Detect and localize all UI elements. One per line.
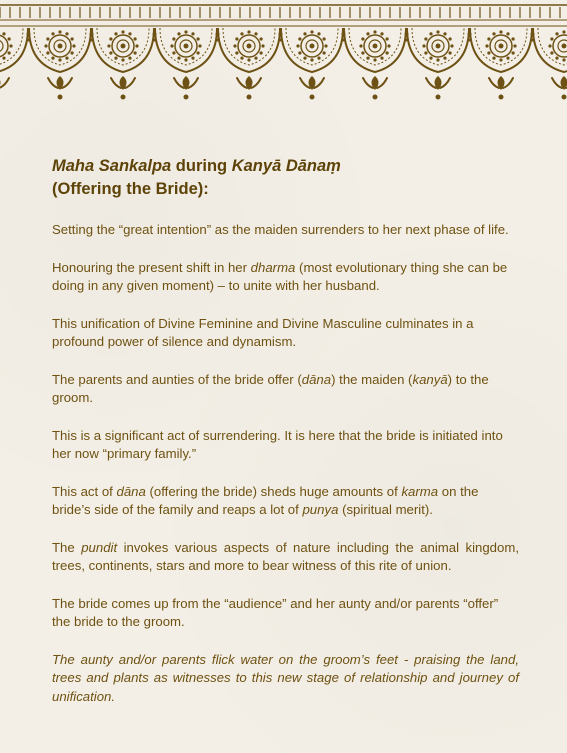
mandala-dot [170, 44, 173, 47]
paragraph-6-text-a: This act of [52, 483, 117, 499]
mandala-dot [58, 30, 61, 33]
kanya-term: kanyā [412, 371, 448, 387]
mandala-dot [317, 57, 320, 60]
mandala-dot [134, 37, 137, 40]
title-maha-sankalpa: Maha Sankalpa [52, 157, 172, 175]
mandala-dot [511, 37, 514, 40]
mandala-dot [436, 30, 439, 33]
paragraph-9-text: The aunty and/or parents flick water on the groom’s feet - praising the land, trees and plants as witnesses to this new stage of relationship and journey of unification. [52, 651, 519, 704]
mandala-dot [548, 44, 551, 47]
mandala-center-icon [499, 44, 504, 49]
paragraph-7-text-c: invokes various aspects of nature including the animal kingdom, trees, continents, stars and more to bear witness of this rite of union. [52, 539, 519, 573]
paragraph-8-text: The bride comes up from the “audience” and her aunty and/or parents “offer” the bride to the groom. [52, 595, 499, 629]
mandala-dot [485, 44, 488, 47]
mandala-dot [197, 37, 200, 40]
mandala-dot [198, 44, 201, 47]
mandala-dot [235, 37, 238, 40]
paragraph-1-text: Setting the “great intention” as the maiden surrenders to her next phase of life. [52, 222, 509, 237]
mandala-dot [373, 58, 376, 61]
mandala-dot [310, 30, 313, 33]
mandala-dot [550, 51, 553, 54]
title-subtitle: (Offering the Bride): [52, 180, 209, 198]
mandala-dot [492, 32, 495, 35]
mandala-dot [261, 44, 264, 47]
mandala-dot [562, 30, 565, 33]
mandala-inner-icon [0, 40, 3, 52]
mandala-dot [506, 57, 509, 60]
paragraph-4-text-c: ) the maiden ( [331, 371, 413, 387]
paragraph-2-text-c: (most evolutionary thing she can be doing in any given moment) – to unite with her husband. [52, 259, 508, 293]
mandala-dot [172, 51, 175, 54]
mandala-dot [450, 44, 453, 47]
punya-term: punya [302, 502, 339, 517]
mandala-dot [296, 44, 299, 47]
pendant-dot-icon [373, 95, 378, 100]
title-during: during [171, 157, 232, 175]
mandala-dot [487, 51, 490, 54]
mandala-dot [109, 51, 112, 54]
decorative-mandala-border [0, 0, 567, 110]
mandala-center-icon [184, 44, 189, 49]
mandala-dot [121, 30, 124, 33]
mandala-dot [72, 44, 75, 47]
mandala-dot [449, 51, 452, 54]
mandala-dot [511, 51, 514, 54]
mandala-dot [240, 32, 243, 35]
paragraph-3 [52, 315, 519, 352]
mandala-dot [387, 44, 390, 47]
mandala-dot [9, 44, 12, 47]
mandala-dot [134, 51, 137, 54]
mandala-dot [128, 32, 131, 35]
mandala-dot [361, 51, 364, 54]
mandala-dot [8, 37, 11, 40]
mandala-dot [449, 37, 452, 40]
mandala-dot [107, 44, 110, 47]
mandala-dot [373, 30, 376, 33]
mandala-ring-icon [0, 35, 8, 57]
mandala-dot [177, 32, 180, 35]
mandala-dot [555, 32, 558, 35]
pendant-dot-icon [247, 95, 252, 100]
paragraph-3-text: This unification of Divine Feminine and Divine Masculine culminates in a profound power of silence and dynamism. [52, 315, 474, 349]
paragraph-8 [52, 595, 519, 632]
mandala-dot [121, 58, 124, 61]
pendant-dot-icon [499, 95, 504, 100]
mandala-dot [429, 32, 432, 35]
mandala-dot [380, 32, 383, 35]
paragraph-4-text-a: The parents and aunties of the bride offer ( [52, 371, 302, 387]
mandala-dot [424, 51, 427, 54]
title-kanya-danam: Kanyā Dānaṃ [231, 157, 341, 175]
mandala-dot [191, 57, 194, 60]
mandala-dot [499, 58, 502, 61]
mandala-dot [366, 32, 369, 35]
paragraph-6-text-g: (spiritual merit). [338, 502, 433, 517]
paragraph-7-text-a: The [52, 539, 82, 555]
mandala-dot [254, 57, 257, 60]
mandala-dot [177, 57, 180, 60]
pundit-term: pundit [81, 539, 118, 555]
mandala-dot [260, 51, 263, 54]
mandala-dot [197, 51, 200, 54]
mandala-dot [324, 44, 327, 47]
mandala-dot [109, 37, 112, 40]
mandala-center-icon [436, 44, 441, 49]
mandala-dot [303, 32, 306, 35]
mandala-dot [65, 32, 68, 35]
mandala-dot [184, 58, 187, 61]
mandala-dot [254, 32, 257, 35]
mandala-dot [424, 37, 427, 40]
mandala-dot [429, 57, 432, 60]
paragraph-6-text-e: on the bride’s side of the family and reaps a lot of [52, 483, 479, 517]
pendant-dot-icon [562, 95, 567, 100]
mandala-dot [555, 57, 558, 60]
mandala-dot [172, 37, 175, 40]
mandala-dot [51, 32, 54, 35]
mandala-dot [499, 30, 502, 33]
mandala-center-icon [562, 44, 567, 49]
mandala-dot [303, 57, 306, 60]
paragraph-2 [52, 259, 519, 296]
pendant-dot-icon [310, 95, 315, 100]
mandala-center-icon [373, 44, 378, 49]
mandala-dot [422, 44, 425, 47]
karma-term: karma [401, 483, 439, 499]
mandala-center-icon [58, 44, 63, 49]
mandala-dot [361, 37, 364, 40]
mandala-dot [128, 57, 131, 60]
paragraph-4 [52, 371, 519, 408]
pendant-leaves-icon [0, 78, 9, 88]
pendant-dot-icon [184, 95, 189, 100]
mandala-dot [114, 57, 117, 60]
mandala-dot [191, 32, 194, 35]
mandala-dot [260, 37, 263, 40]
mandala-dot [323, 51, 326, 54]
mandala-dot [240, 57, 243, 60]
paragraph-7 [52, 539, 519, 576]
mandala-dot [46, 51, 49, 54]
mandala-dot [386, 51, 389, 54]
paragraph-5 [52, 427, 519, 464]
mandala-dot [44, 44, 47, 47]
mandala-dot [2, 32, 5, 35]
mandala-dot [436, 58, 439, 61]
mandala-dot [317, 32, 320, 35]
mandala-dot [550, 37, 553, 40]
paragraph-6-text-c: (offering the bride) sheds huge amounts of [145, 483, 402, 499]
mandala-dot [247, 30, 250, 33]
paragraph-5-text: This is a significant act of surrendering. It is here that the bride is initiated into her now “primary family.” [52, 427, 503, 461]
mandala-dot [233, 44, 236, 47]
mandala-dot [513, 44, 516, 47]
dharma-term: dharma [250, 259, 296, 275]
page-title [52, 155, 519, 201]
mandala-dot [184, 30, 187, 33]
mandala-dot [310, 58, 313, 61]
mandala-dot [46, 37, 49, 40]
mandala-dot [114, 32, 117, 35]
mandala-dot [359, 44, 362, 47]
mandala-dot [386, 37, 389, 40]
mandala-dot [135, 44, 138, 47]
mandala-dot [65, 57, 68, 60]
mandala-dot [8, 51, 11, 54]
pendant-dot-icon [58, 95, 63, 100]
mandala-dot [323, 37, 326, 40]
mandala-center-icon [247, 44, 252, 49]
mandala-dot [366, 57, 369, 60]
mandala-dot [51, 57, 54, 60]
mandala-dot [71, 51, 74, 54]
mandala-dot [71, 37, 74, 40]
mandala-dot [506, 32, 509, 35]
mandala-dot [298, 37, 301, 40]
pendant-dot-icon [436, 95, 441, 100]
paragraph-6 [52, 483, 519, 520]
dana-term: dāna [116, 483, 146, 499]
mandala-center-icon [310, 44, 315, 49]
mandala-dot [487, 37, 490, 40]
mandala-dot [443, 32, 446, 35]
mandala-dot [58, 58, 61, 61]
mandala-dot [235, 51, 238, 54]
mandala-dot [443, 57, 446, 60]
mandala-center-icon [121, 44, 126, 49]
mandala-dot [2, 57, 5, 60]
mandala-dot [562, 58, 565, 61]
pendant-dot-icon [121, 95, 126, 100]
dana-term: dāna [301, 371, 332, 387]
mandala-dot [247, 58, 250, 61]
paragraph-4-text-e: ) to the groom. [52, 371, 489, 405]
paragraph-9 [52, 651, 519, 707]
mandala-dot [298, 51, 301, 54]
main-content [52, 155, 519, 725]
paragraph-1 [52, 221, 519, 240]
paragraph-2-text-a: Honouring the present shift in her [52, 259, 251, 275]
mandala-dot [380, 57, 383, 60]
mandala-dot [492, 57, 495, 60]
